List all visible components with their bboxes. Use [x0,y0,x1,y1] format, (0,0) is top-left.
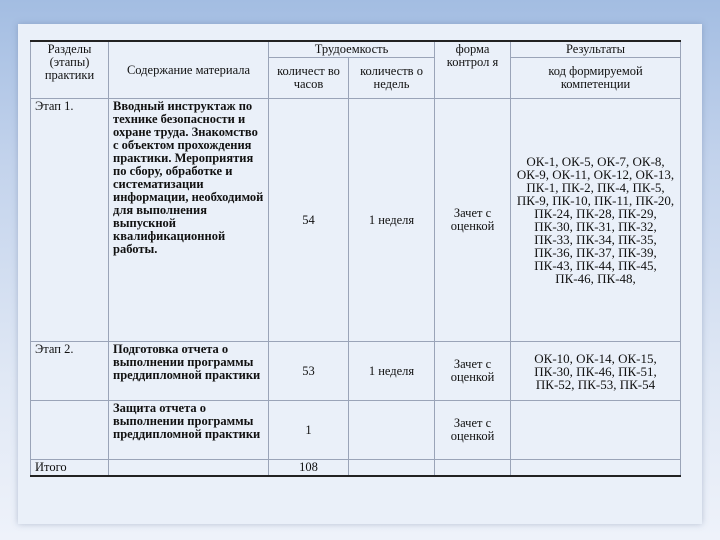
competence-codes-cell: ОК-1, ОК-5, ОК-7, ОК-8, ОК-9, ОК-11, ОК-12, ОК-13, ПК-1, ПК-2, ПК-4, ПК-5, ПК-9, ПК-10, ПК-11, ПК-20, ПК-24, ПК-28, ПК-29, ПК-30, ПК-31, ПК-32, ПК-33, ПК-34, ПК-35, ПК-36, ПК-37, ПК-39, ПК-43, ПК-44, ПК-45, ПК-46, ПК-48, [511,99,681,342]
total-empty [349,460,435,477]
header-competence-codes: код формируемой компетенции [511,58,681,99]
header-hours: количест во часов [269,58,349,99]
hours-cell: 54 [269,99,349,342]
header-control-form: форма контрол я [435,41,511,99]
header-sections: Разделы (этапы) практики [31,41,109,99]
control-cell: Зачет с оценкой [435,99,511,342]
header-results: Результаты [511,41,681,58]
stage-content: Подготовка отчета о выполнении программы преддипломной практики [109,342,269,401]
control-cell: Зачет с оценкой [435,342,511,401]
total-row [31,460,681,477]
table-row [31,401,681,460]
weeks-cell: 1 неделя [349,99,435,342]
total-empty [435,460,511,477]
competence-codes-cell: ОК-10, ОК-14, ОК-15, ПК-30, ПК-46, ПК-51, ПК-52, ПК-53, ПК-54 [511,342,681,401]
stage-label: Этап 2. [31,342,109,401]
total-empty [511,460,681,477]
weeks-cell: 1 неделя [349,342,435,401]
table-row [31,342,681,401]
control-cell: Зачет с оценкой [435,401,511,460]
stage-content: Вводный инструктаж по технике безопасности и охране труда. Знакомство с объектом прохождения практики. Мероприятия по сбору, обработке и систематизации информации, необходимой для выполнения выпускной квалификационной работы. [109,99,269,342]
total-label: Итого [31,460,109,477]
header-content: Содержание материала [109,41,269,99]
competence-codes-cell [511,401,681,460]
stage-content: Защита отчета о выполнении программы преддипломной практики [109,401,269,460]
weeks-cell [349,401,435,460]
stage-label [31,401,109,460]
table-row [31,99,681,342]
total-hours: 108 [269,460,349,477]
practice-schedule-table [30,40,681,477]
header-labor: Трудоемкость [269,41,435,58]
header-weeks: количеств о недель [349,58,435,99]
total-empty [109,460,269,477]
hours-cell: 53 [269,342,349,401]
stage-label: Этап 1. [31,99,109,342]
slide [18,24,702,524]
hours-cell: 1 [269,401,349,460]
